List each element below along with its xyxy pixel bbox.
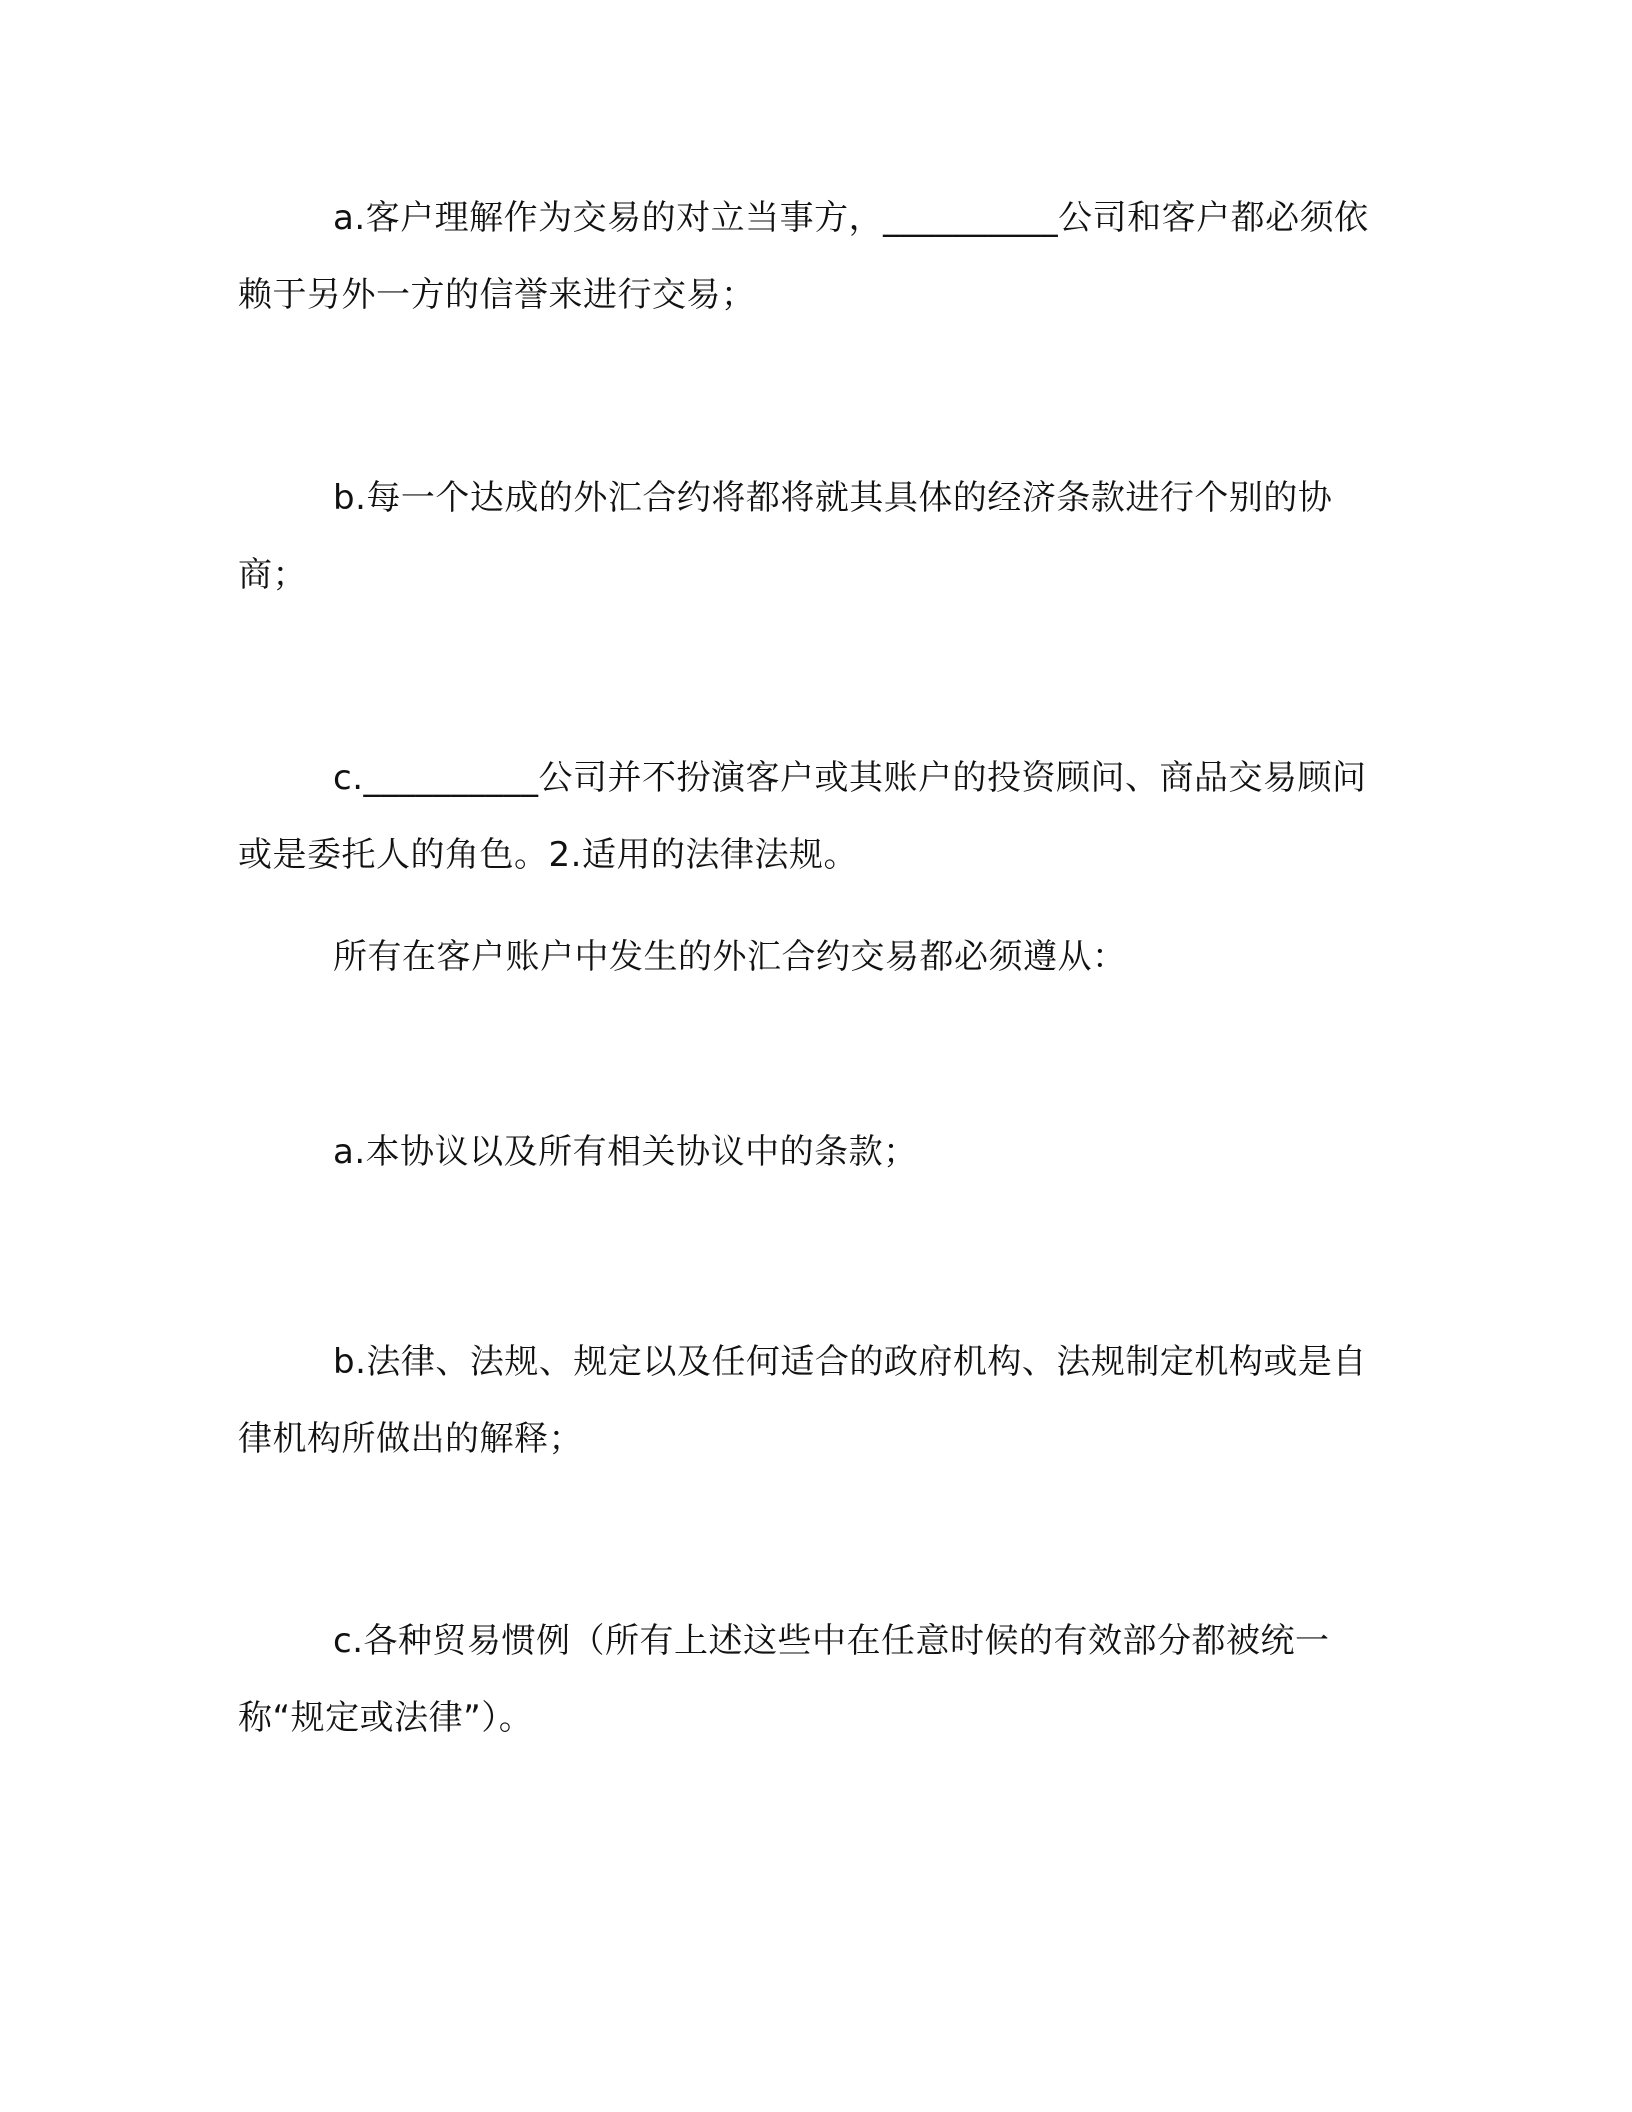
paragraph-trade-practices: c.各种贸易惯例（所有上述这些中在任意时候的有效部分都被统一称“规定或法律”）。 — [238, 1621, 1330, 1738]
paragraph-agreement-terms: a.本协议以及所有相关协议中的条款； — [333, 1132, 918, 1172]
paragraph-understanding-counterparty: a.客户理解作为交易的对立当事方，__________公司和客户都必须依赖于另外一方的信誉来进行交易； — [238, 198, 1369, 315]
paragraph-compliance-intro: 所有在客户账户中发生的外汇合约交易都必须遵从： — [333, 937, 1127, 977]
paragraph-contract-negotiation: b.每一个达成的外汇合约将都将就其具体的经济条款进行个别的协商； — [238, 478, 1333, 595]
paragraph-no-advisor-role: c.__________公司并不扮演客户或其账户的投资顾问、商品交易顾问或是委托人的角色。2.适用的法律法规。 — [238, 758, 1367, 875]
paragraph-laws-regulations: b.法律、法规、规定以及任何适合的政府机构、法规制定机构或是自律机构所做出的解释； — [238, 1342, 1367, 1459]
